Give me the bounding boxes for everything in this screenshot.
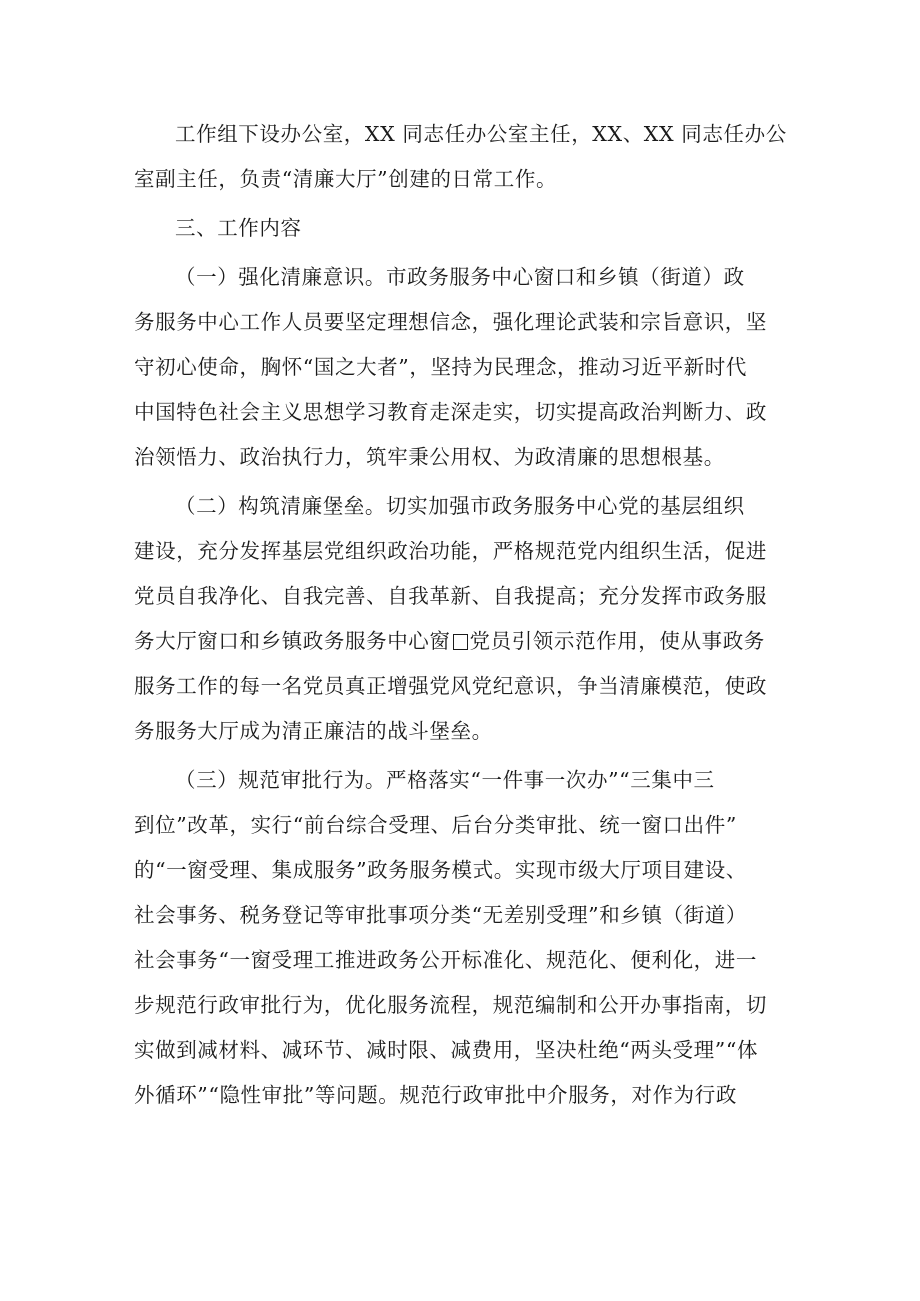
text-line: 服务工作的每一名党员真正增强党风党纪意识，争当清廉模范，使政 [134,674,767,698]
missing-character-box-icon [453,634,468,650]
text-line: 守初心使命，胸怀“国之大者”，坚持为民理念，推动习近平新时代 [134,355,747,379]
text-line: （一）强化清廉意识。市政务服务中心窗口和乡镇（街道）政 [175,265,745,289]
text-line: 的“一窗受理、集成服务”政务服务模式。实现市级大厅项目建设、 [134,858,747,882]
paragraph-item-1 [134,255,790,480]
text-line: （三）规范审批行为。严格落实“一件事一次办”“三集中三 [175,768,715,792]
text-line: 实做到减材料、减环节、减时限、减费用，坚决杜绝“两头受理”“体 [134,1038,759,1062]
paragraph-item-2 [134,484,790,754]
text-segment: 党员引领示范作用，使从事政务 [469,629,765,653]
text-line: 室副主任，负责“清廉大厅”创建的日常工作。 [134,167,558,191]
paragraph-office-setup [134,112,790,202]
text-line-with-glyph [134,619,790,664]
section-heading-text: 三、工作内容 [175,216,302,240]
text-line: 党员自我净化、自我完善、自我革新、自我提高；充分发挥市政务服 [134,584,767,608]
text-line: 工作组下设办公室，XX 同志任办公室主任，XX、XX 同志任办公 [175,122,787,146]
text-line: 务服务大厅成为清正廉洁的战斗堡垒。 [134,719,493,743]
text-segment: 务大厅窗口和乡镇政务服务中心窗 [134,629,451,653]
text-line: 建设，充分发挥基层党组织政治功能，严格规范党内组织生活，促进 [134,539,767,563]
text-line: 治领悟力、政治执行力，筑牢秉公用权、为政清廉的思想根基。 [134,445,725,469]
document-body [134,112,790,1118]
text-line: 到位”改革，实行“前台综合受理、后台分类审批、统一窗口出件” [134,813,737,837]
text-line: 社会事务、税务登记等审批事项分类“无差别受理”和乡镇（街道） [134,903,747,927]
text-line: 步规范行政审批行为，优化服务流程，规范编制和公开办事指南，切 [134,993,767,1017]
paragraph-item-3 [134,758,790,1118]
text-line: （二）构筑清廉堡垒。切实加强市政务服务中心党的基层组织 [175,494,745,518]
section-heading [134,206,790,251]
text-line: 外循环”“隐性审批”等问题。规范行政审批中介服务，对作为行政 [134,1083,737,1107]
text-line: 社会事务“一窗受理工推进政务公开标准化、规范化、便利化，进一 [134,948,757,972]
text-line: 务服务中心工作人员要坚定理想信念，强化理论武装和宗旨意识，坚 [134,310,767,334]
text-line: 中国特色社会主义思想学习教育走深走实，切实提高政治判断力、政 [134,400,767,424]
